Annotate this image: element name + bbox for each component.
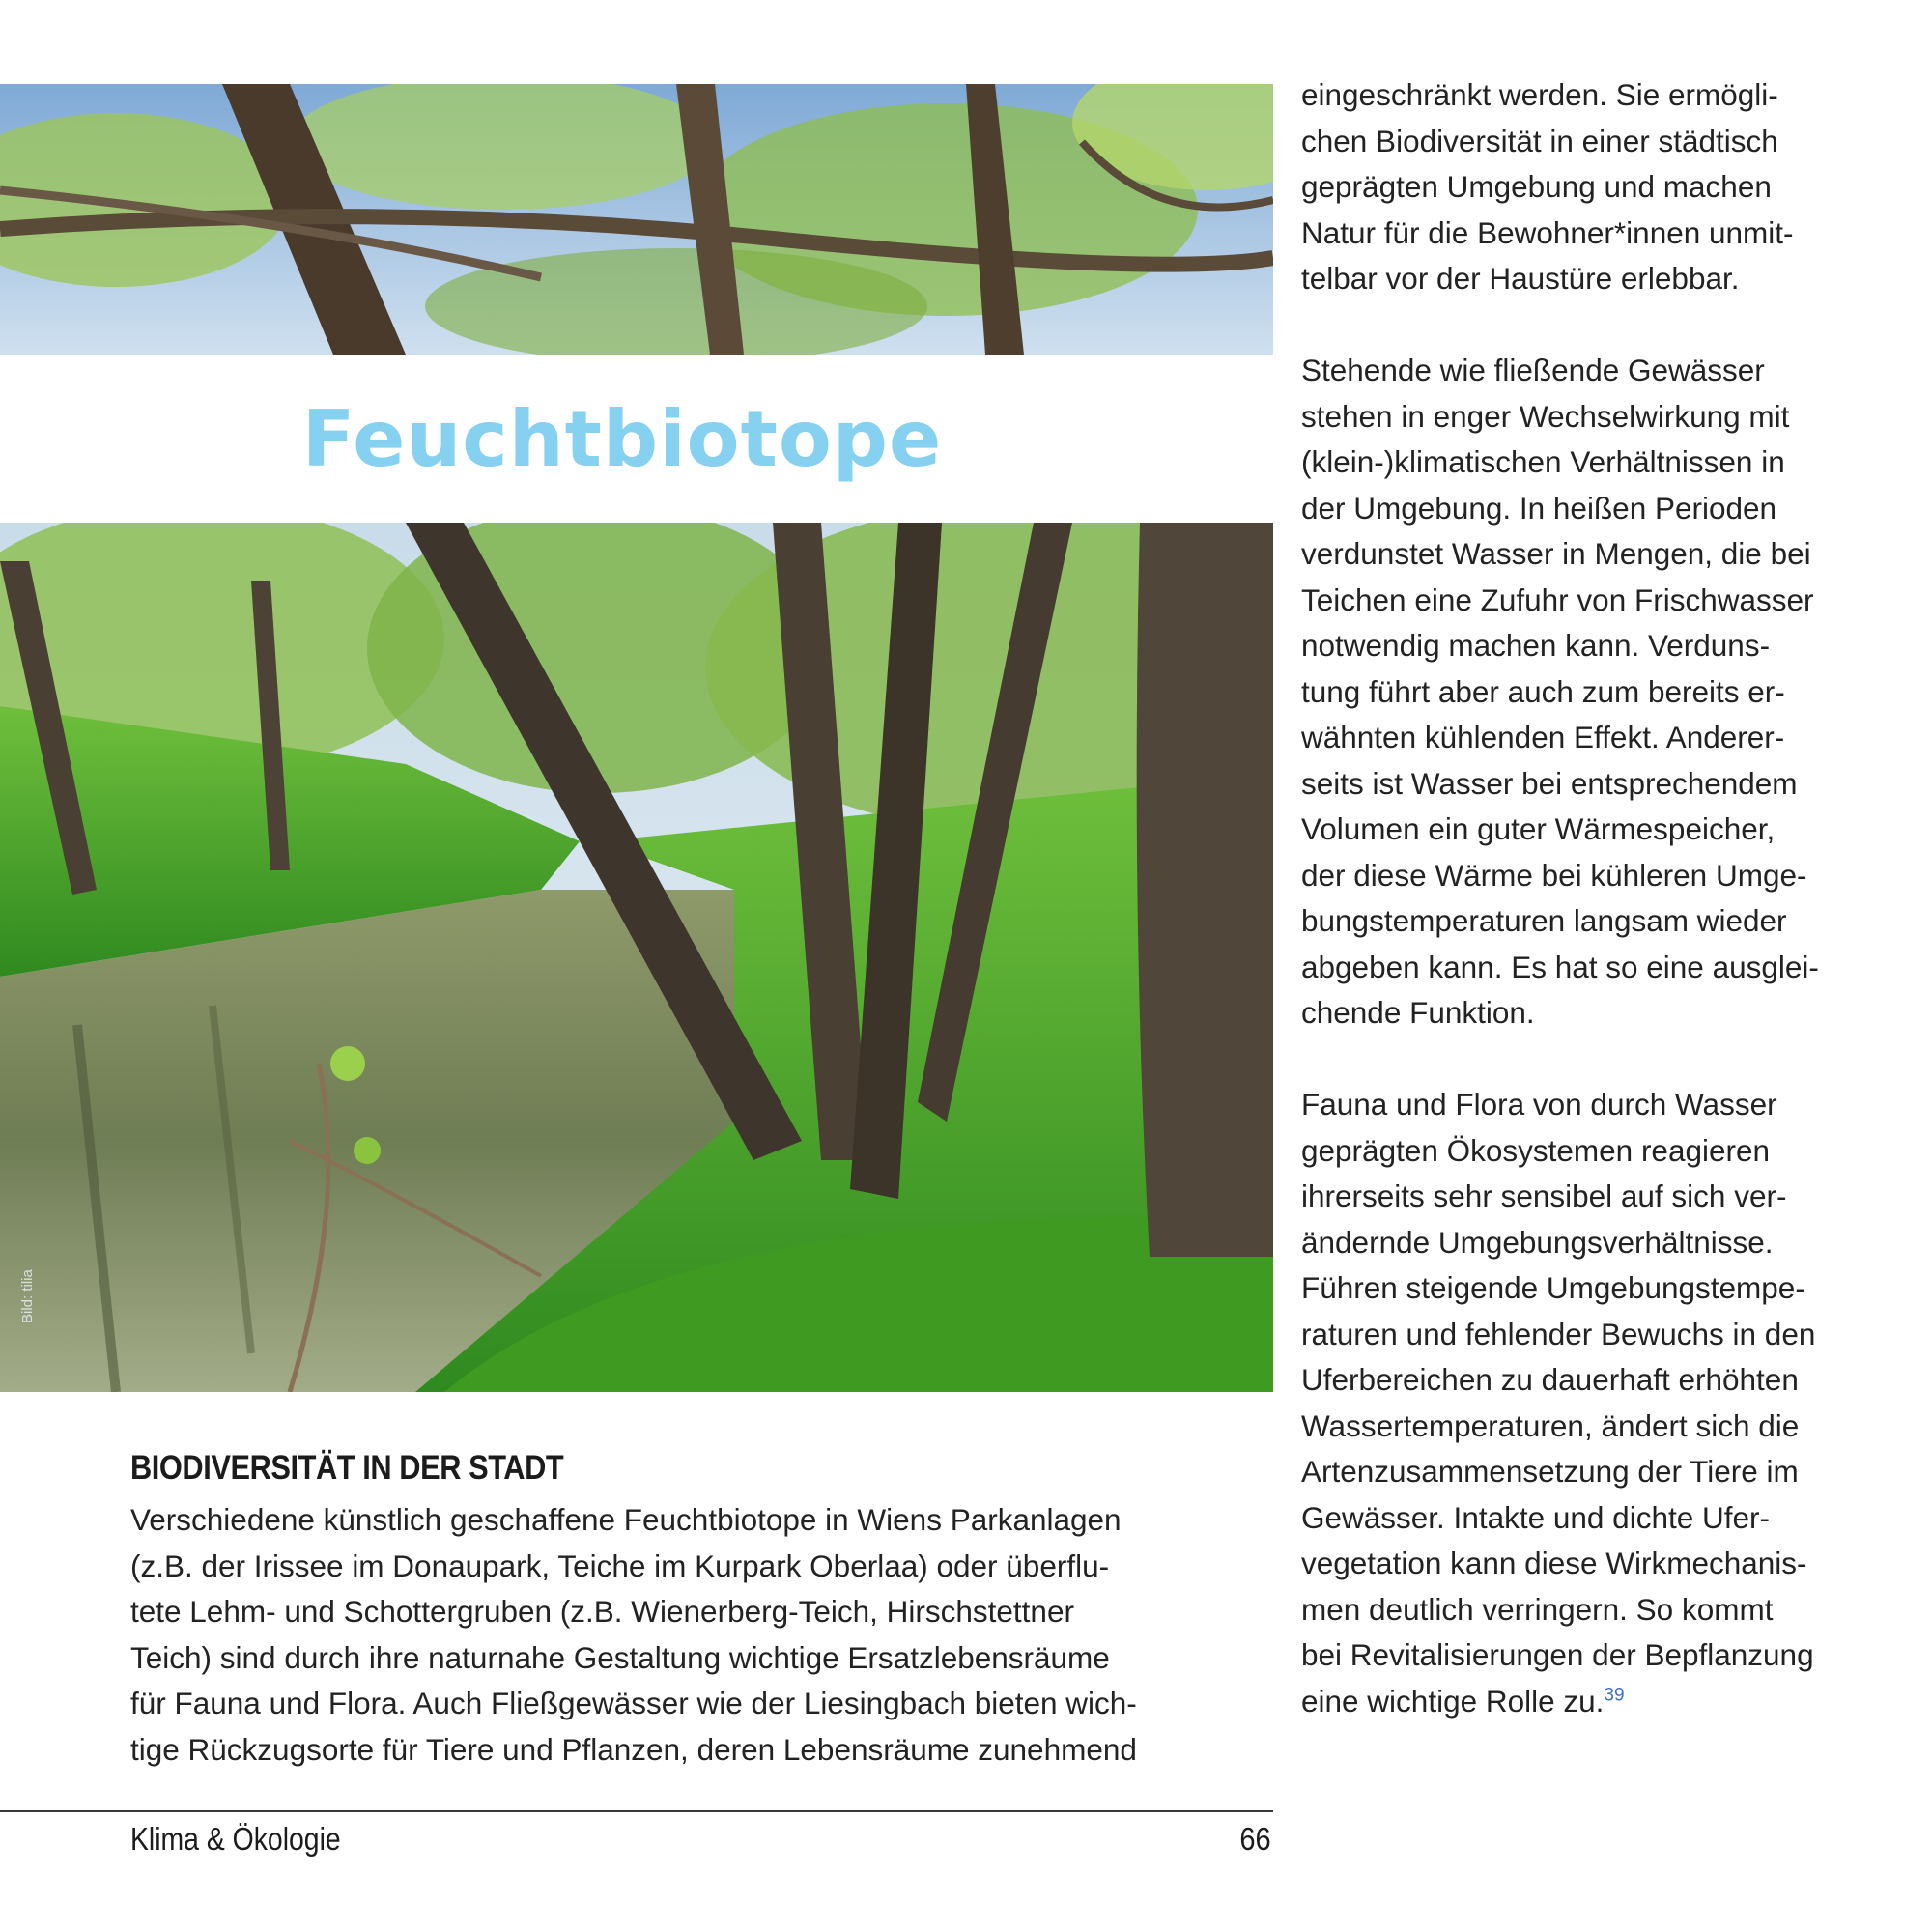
- text-line: Wassertemperaturen, ändert sich die: [1301, 1407, 1800, 1443]
- text-line: men deutlich verringern. So kommt: [1301, 1591, 1774, 1627]
- text-line: (z.B. der Irissee im Donaupark, Teiche im Kurpark Oberlaa) oder überflu-: [130, 1548, 1110, 1583]
- text-line: bungstemperaturen langsam wieder: [1301, 903, 1787, 938]
- text-line: Teichen eine Zufuhr von Frischwasser: [1301, 582, 1814, 617]
- text-line: Stehende wie fließende Gewässer: [1301, 353, 1765, 387]
- text-line: abgeben kann. Es hat so eine ausglei-: [1301, 949, 1819, 984]
- text-line: stehen in enger Wechselwirkung mit: [1301, 398, 1790, 434]
- text-line: für Fauna und Flora. Auch Fließgewässer wie der Liesingbach bieten wich-: [130, 1686, 1137, 1720]
- last-line-text: eine wichtige Rolle zu.: [1301, 1683, 1605, 1719]
- text-line: Artenzusammensetzung der Tiere im: [1301, 1454, 1799, 1489]
- main-photo: [0, 523, 1273, 1392]
- text-line: tige Rückzugsorte für Tiere und Pflanzen, deren Lebensräume zunehmend: [130, 1731, 1137, 1767]
- text-line: telbar vor der Haustüre erlebbar.: [1301, 261, 1740, 296]
- paragraph-2: [1301, 348, 1900, 1037]
- text-line: chende Funktion.: [1301, 995, 1535, 1030]
- text-line: ihrerseits sehr sensibel auf sich ver-: [1301, 1179, 1787, 1213]
- page-number: 66: [1239, 1821, 1271, 1857]
- text-line: Verschiedene künstlich geschaffene Feuchtbiotope in Wiens Parkanlagen: [130, 1502, 1122, 1537]
- text-line: eingeschränkt werden. Sie ermögli-: [1301, 77, 1778, 112]
- tree-branches-photo: [0, 84, 1273, 355]
- footer-divider: [0, 1810, 1273, 1812]
- text-line: Fauna und Flora von durch Wasser: [1301, 1087, 1777, 1122]
- footer-section-label: Klima & Ökologie: [130, 1821, 341, 1857]
- text-line: Natur für die Bewohner*innen unmit-: [1301, 214, 1794, 250]
- page-title: Feuchtbiotope: [301, 394, 943, 484]
- text-line: geprägten Ökosystemen reagieren: [1301, 1132, 1771, 1168]
- text-line: Gewässer. Intakte und dichte Ufer-: [1301, 1499, 1770, 1535]
- footnote-marker[interactable]: 39: [1604, 1685, 1625, 1705]
- text-line: tung führt aber auch zum bereits er-: [1301, 673, 1785, 709]
- text-line: verdunstet Wasser in Mengen, die bei: [1301, 536, 1811, 571]
- text-line: der Umgebung. In heißen Perioden: [1301, 490, 1777, 526]
- text-line: geprägten Umgebung und machen: [1301, 169, 1772, 204]
- text-line: der diese Wärme bei kühleren Umge-: [1301, 857, 1807, 893]
- text-line: Führen steigende Umgebungstempe-: [1301, 1270, 1805, 1305]
- body-text-right: [1301, 72, 1900, 1771]
- text-line: (klein-)klimatischen Verhältnissen in: [1301, 444, 1785, 479]
- stream-trees-photo: [0, 523, 1273, 1392]
- text-line: ändernde Umgebungsverhältnisse.: [1301, 1224, 1774, 1260]
- text-line: [1301, 1679, 1900, 1725]
- text-line: notwendig machen kann. Verduns-: [1301, 628, 1771, 663]
- text-line: Uferbereichen zu dauerhaft erhöhten: [1301, 1362, 1799, 1397]
- paragraph-1: [1301, 72, 1900, 302]
- body-text-left: [130, 1497, 1290, 1773]
- text-line: vegetation kann diese Wirkmechanis-: [1301, 1546, 1807, 1580]
- text-line: chen Biodiversität in einer städtisch: [1301, 123, 1778, 158]
- text-line: Volumen ein guter Wärmespeicher,: [1301, 811, 1776, 846]
- text-line: bei Revitalisierungen der Bepflanzung: [1301, 1637, 1814, 1672]
- section-title: BIODIVERSITÄT IN DER STADT: [130, 1449, 564, 1487]
- paragraph-3: [1301, 1082, 1900, 1724]
- text-line: wähnten kühlenden Effekt. Anderer-: [1301, 720, 1785, 754]
- text-line: raturen und fehlender Bewuchs in den: [1301, 1316, 1816, 1351]
- text-line: tete Lehm- und Schottergruben (z.B. Wienerberg-Teich, Hirschstettner: [130, 1594, 1074, 1629]
- text-line: Teich) sind durch ihre naturnahe Gestaltung wichtige Ersatzlebensräume: [130, 1639, 1110, 1675]
- top-photo: [0, 84, 1273, 355]
- text-line: seits ist Wasser bei entsprechendem: [1301, 765, 1798, 801]
- photo-credit: Bild: tilia: [19, 1269, 36, 1323]
